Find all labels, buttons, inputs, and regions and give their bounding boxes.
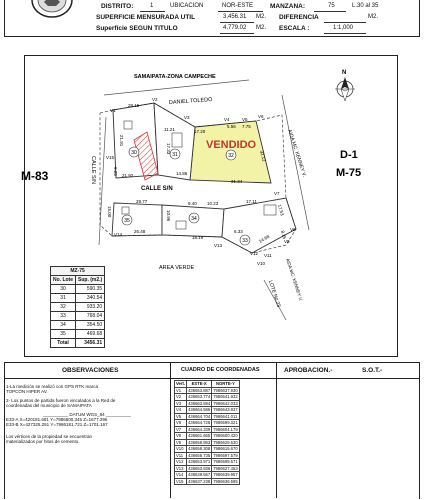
underline-escala xyxy=(324,33,366,34)
vertex-v4: V4 xyxy=(224,117,230,122)
note-line: materializados por hitos de cemento. xyxy=(6,439,80,445)
sot-label: S.O.T.- xyxy=(362,367,383,374)
coord-header-norte: NORTE-Y xyxy=(212,381,239,388)
street-edge-top xyxy=(104,80,249,95)
north-label: N xyxy=(342,70,347,76)
bottom-divider-1 xyxy=(170,362,171,498)
dim-15-00: 15.00 xyxy=(107,206,112,218)
coord-este: 436664.704 xyxy=(188,413,211,419)
dim-28-15: 28.15 xyxy=(128,103,140,108)
lot-number-30: 30 xyxy=(131,150,137,156)
block-d1: D-1 xyxy=(340,149,358,161)
sup-titulo-label: Superficie SEGUN TITULO xyxy=(96,25,178,32)
sup-mensurada-label: SUPERFICIE MENSURADA UTIL xyxy=(96,14,196,21)
vertex-v8: V8 xyxy=(290,227,296,232)
dim-17-11: 17.11 xyxy=(246,199,257,204)
coord-vert: V2 xyxy=(175,394,187,401)
block-m75: M-75 xyxy=(336,167,362,179)
coord-norte: 7986636.595 xyxy=(213,478,238,484)
lots-table xyxy=(50,266,105,348)
vendido-label: VENDIDO xyxy=(206,139,257,151)
ubicacion-label: UBICACION xyxy=(170,3,204,9)
coord-norte: 7986604.179 xyxy=(213,426,238,432)
coord-vert: V15 xyxy=(175,478,187,485)
note-line: Los vértices de la propiedad se encuentran xyxy=(6,433,93,439)
vertex-v11: V11 xyxy=(264,253,272,258)
lot-number-33: 33 xyxy=(242,238,248,244)
underline-diferencia xyxy=(324,22,366,23)
lots-row xyxy=(51,294,105,303)
coord-vert: V3 xyxy=(175,400,187,407)
lots-row xyxy=(51,330,105,339)
coord-norte: 7986599.571 xyxy=(213,459,238,465)
sup-mensurada-unit: M2. xyxy=(256,14,267,20)
coord-table-wrap xyxy=(174,380,240,485)
coord-header-vert: Vert. xyxy=(176,381,186,387)
coord-norte: 7986643.937 xyxy=(213,407,238,413)
lots-total-value: 3456.31 xyxy=(76,339,105,348)
dim-7-75: 7.75 xyxy=(242,124,251,129)
street-calle-middle: CALLE S/N xyxy=(141,186,173,192)
lot-no: 33 xyxy=(51,312,76,321)
vertex-v3: V3 xyxy=(184,115,190,120)
diferencia-label: DIFERENCIA xyxy=(279,14,319,21)
ubicacion-value: NOR-ESTE xyxy=(222,3,254,9)
distrito-value: 1 xyxy=(150,3,154,9)
coord-este: 436664.339 xyxy=(188,426,211,432)
dim-11-21: 11.21 xyxy=(164,127,175,132)
coord-norte: 7986641.011 xyxy=(213,413,238,419)
dim-9-25: 9.25 xyxy=(113,167,118,176)
street-aida-right: AIDA MC. KENNEY V. xyxy=(286,128,308,178)
underline-titulo xyxy=(220,33,254,34)
lot-sup: 354.50 xyxy=(76,321,105,330)
street-aida-bottom: AIDA MC. KENNEY V. xyxy=(285,257,304,302)
vertex-v10: V10 xyxy=(257,261,266,266)
distrito-label: DISTRITO: xyxy=(101,3,134,10)
title-row-divider xyxy=(4,378,420,379)
sup-mensurada-value: 3,456.31 xyxy=(223,14,247,20)
zone-label: SAMAIPATA-ZONA CAMPECHE xyxy=(134,74,216,80)
coord-este: 436653.971 xyxy=(188,459,211,465)
coord-vert: V1 xyxy=(175,387,187,394)
lots-total-row xyxy=(51,339,105,348)
coord-vert: V13 xyxy=(175,465,187,472)
coord-norte: 7986637.930 xyxy=(213,387,238,393)
lots-table-title: MZ-75 xyxy=(51,267,105,276)
lot-sup: 933.20 xyxy=(76,303,105,312)
lot-sup: 768.04 xyxy=(76,312,105,321)
coord-vert: V11 xyxy=(175,452,187,459)
dim-9-40: 9.40 xyxy=(188,201,197,206)
area-verde-label: AREA VERDE xyxy=(159,265,195,271)
dim-10-96: 10.96 xyxy=(166,210,171,222)
observaciones-title: OBSERVACIONES xyxy=(62,367,119,374)
lots-row xyxy=(51,321,105,330)
underline-ubicacion xyxy=(218,11,263,12)
escala-value: 1:1,000 xyxy=(333,25,354,31)
underline-mensurada xyxy=(220,22,254,23)
lots-header-sup: Sup. (m2.) xyxy=(76,276,105,285)
underline-manzana xyxy=(314,11,346,12)
lot-no: 31 xyxy=(51,294,76,303)
vertex-v6: V6 xyxy=(258,114,264,119)
note-line: __________ DATUM WGS_84 __________ xyxy=(43,411,131,417)
lot-sup: 340.54 xyxy=(76,294,105,303)
lot-no: 30 xyxy=(51,285,76,294)
vertex-v7: V7 xyxy=(274,191,280,196)
dim-17-33: 17.33 xyxy=(166,143,171,155)
municipal-seal xyxy=(30,0,74,23)
coord-norte: 7986599.321 xyxy=(213,420,238,426)
coord-vert: V5 xyxy=(175,413,187,420)
lot-no: 32 xyxy=(51,303,76,312)
coord-vert: V4 xyxy=(175,407,187,414)
coord-este: 436653.936 xyxy=(188,465,211,471)
dim-10-23: 10.23 xyxy=(207,201,219,206)
coord-este: 436653.887 xyxy=(188,387,211,393)
lots-header-lote: No. Lote xyxy=(51,276,76,285)
coord-este: 436653.774 xyxy=(188,394,211,400)
bottom-divider-2 xyxy=(276,362,277,498)
dim-26-48: 26.48 xyxy=(134,229,146,234)
dim-14-68: 14.68 xyxy=(258,233,271,244)
note-line: E33-A X=420181.681 Y=7986600.345 Z=1677.296 xyxy=(6,417,108,423)
dim-14-86: 14.86 xyxy=(176,171,188,176)
dim-21-92: 21.92 xyxy=(122,173,134,178)
coord-norte: 7986627.453 xyxy=(213,465,238,471)
coord-norte: 7986641.932 xyxy=(213,394,238,400)
coord-vert: V10 xyxy=(175,446,187,453)
manzana-value: 75 xyxy=(328,3,335,9)
manzana-label: MANZANA: xyxy=(270,3,306,10)
north-arrow-icon xyxy=(335,77,355,101)
coord-este: 436661.665 xyxy=(188,433,211,439)
coord-vert: V9 xyxy=(175,439,187,446)
coord-vert: V14 xyxy=(175,472,187,479)
dim-6-33: 6.33 xyxy=(234,229,243,234)
lot-sup: 469.68 xyxy=(76,330,105,339)
dim-8-25: 8.25 xyxy=(280,229,288,240)
lot-number-35: 35 xyxy=(124,218,130,224)
observaciones-notes xyxy=(6,384,168,474)
lot-no: 34 xyxy=(51,321,76,330)
coord-norte: 7986597.579 xyxy=(213,452,238,458)
lots-total-label: Total xyxy=(51,339,76,348)
street-edge-left xyxy=(99,117,106,245)
coord-norte: 7986639.957 xyxy=(213,472,238,478)
lots-row xyxy=(51,285,105,294)
dim-17-20: 17.20 xyxy=(194,129,206,134)
dim-32-12: 32.12 xyxy=(259,149,267,163)
coord-este: 436664.726 xyxy=(188,420,211,426)
lots-table-wrap xyxy=(50,266,105,348)
coord-norte: 7986615.670 xyxy=(213,446,238,452)
diferencia-unit: M2. xyxy=(368,14,379,20)
coord-vert: V12 xyxy=(175,459,187,466)
lote-23-label: LOTE No.23 xyxy=(267,279,282,309)
lots-row xyxy=(51,312,105,321)
block-m83: M-83 xyxy=(21,169,49,183)
coord-este: 436639.567 xyxy=(188,472,211,478)
vertex-v9: V9 xyxy=(284,239,290,244)
note-line: coordenadas del municipio de SAMAIPATA xyxy=(6,403,92,409)
coord-norte: 7986600.420 xyxy=(213,433,238,439)
street-calle-left: CALLE S/N xyxy=(90,156,96,185)
lots-row xyxy=(51,303,105,312)
vertex-v2: V2 xyxy=(152,97,158,102)
aprobacion-label: APROBACION.- xyxy=(284,367,333,374)
coord-este: 436658.308 xyxy=(188,446,211,452)
street-daniel-toledo: DANIEL TOLEDO xyxy=(168,96,213,106)
vertex-v13: V13 xyxy=(214,243,223,248)
coord-este: 436656.735 xyxy=(188,452,211,458)
note-line: 2- Los puntos de partida fueron vinculados a la Red de xyxy=(6,397,116,403)
lot-number-32: 32 xyxy=(228,153,234,159)
underline-distrito xyxy=(140,11,165,12)
coord-table xyxy=(174,380,240,485)
vertex-v15: V15 xyxy=(106,155,115,160)
coordenadas-title: CUADRO DE COORDENADAS xyxy=(181,367,260,373)
coord-header-este: ESTE-X xyxy=(187,381,212,388)
coord-norte: 7986642.033 xyxy=(213,400,238,406)
lot-sup: 590.35 xyxy=(76,285,105,294)
lot-number-34: 34 xyxy=(191,216,197,222)
coord-este: 436658.983 xyxy=(188,439,211,445)
lot-no: 35 xyxy=(51,330,76,339)
note-line: TOPCON HIPER AV. xyxy=(6,389,48,395)
sup-titulo-unit: M2. xyxy=(256,25,267,31)
vertex-v14: V14 xyxy=(114,232,123,237)
lot-number-31: 31 xyxy=(172,152,178,158)
coord-este: 436663.894 xyxy=(188,400,211,406)
coord-row xyxy=(175,478,240,485)
note-line: E33-B X=427325.251 Y=7986181.721 Z=1701.167 xyxy=(6,422,108,428)
dim-18-19: 18.19 xyxy=(192,235,204,240)
vertex-v1: V1 xyxy=(110,108,116,113)
note-line: 1-La medición se realizó con GPS RTK marca xyxy=(6,384,98,389)
dim-17-53: 17.53 xyxy=(277,203,285,217)
dim-29-77: 29.77 xyxy=(136,199,148,204)
coord-vert: V8 xyxy=(175,433,187,440)
vertex-v12: V12 xyxy=(250,251,259,256)
lot-33 xyxy=(222,198,296,253)
escala-label: ESCALA : xyxy=(279,25,310,32)
vertex-v5: V5 xyxy=(242,117,248,122)
dim-31-34: 31.34 xyxy=(231,179,243,184)
coord-vert: V6 xyxy=(175,420,187,427)
coord-norte: 7986629.530 xyxy=(213,439,238,445)
coord-vert: V7 xyxy=(175,426,187,433)
coord-este: 436664.586 xyxy=(188,407,211,413)
dim-21-91: 21.91 xyxy=(119,135,124,147)
coord-este: 436637.238 xyxy=(188,478,211,484)
lote-range: L.30 al 35 xyxy=(352,3,379,9)
dim-5-56: 5.56 xyxy=(227,124,236,129)
sup-titulo-value: 4,779.02 xyxy=(223,25,247,31)
